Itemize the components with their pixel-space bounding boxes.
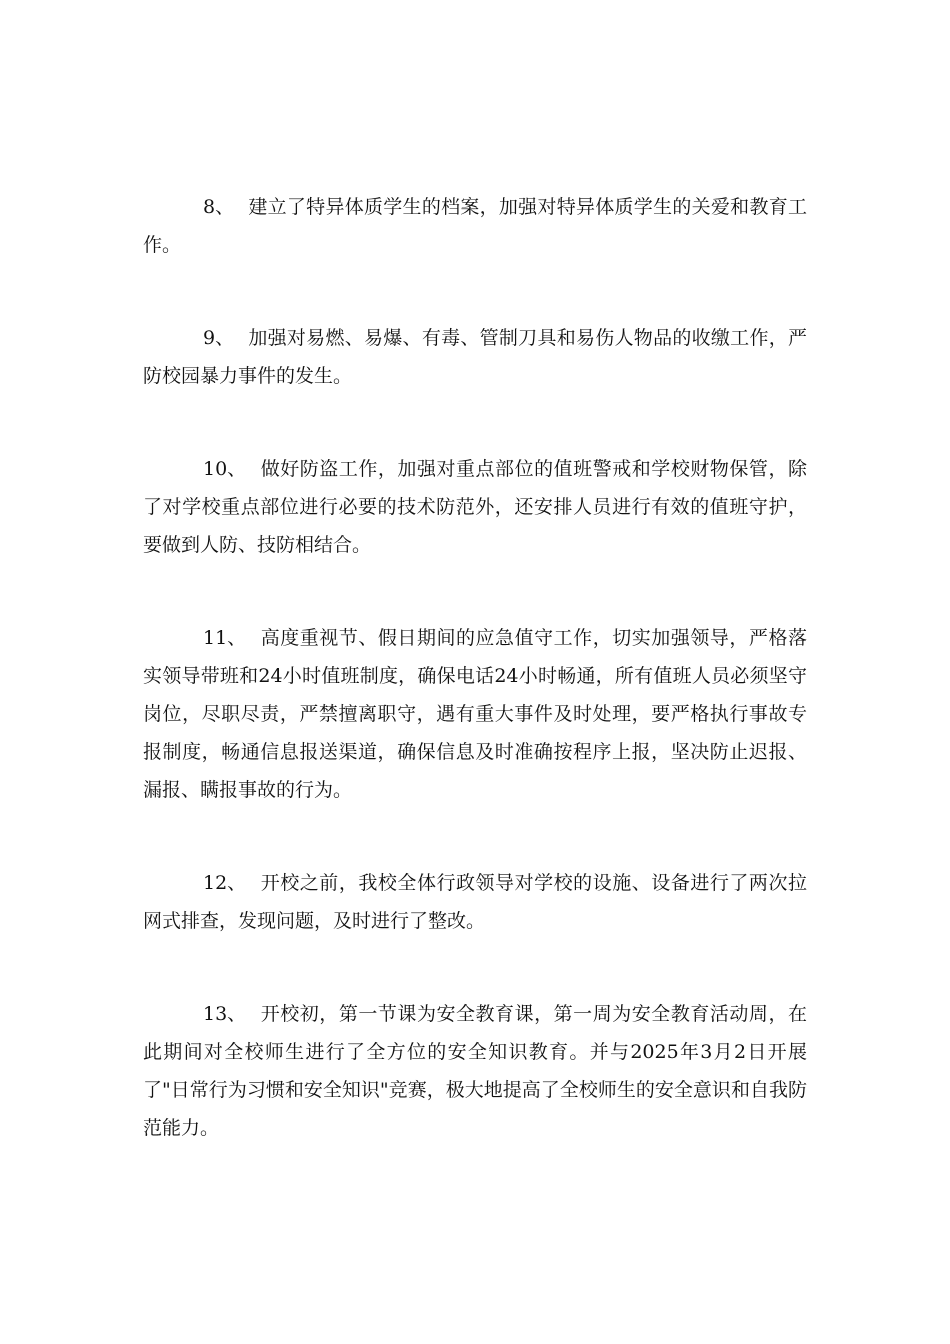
document-body bbox=[143, 188, 807, 1147]
list-item-13 bbox=[143, 995, 807, 1147]
item-number: 9、 bbox=[203, 327, 235, 349]
item-number: 11、 bbox=[203, 627, 247, 649]
item-text: 做好防盗工作，加强对重点部位的值班警戒和学校财物保管，除了对学校重点部位进行必要的技术防范外，还安排人员进行有效的值班守护，要做到人防、技防相结合。 bbox=[143, 458, 807, 556]
item-number: 10、 bbox=[203, 458, 247, 480]
list-item-8 bbox=[143, 188, 807, 264]
item-text: 开校初，第一节课为安全教育课，第一周为安全教育活动周，在此期间对全校师生进行了全方位的安全知识教育。并与2025年3月2日开展了"日常行为习惯和安全知识"竞赛，极大地提高了全校师生的安全意识和自我防范能力。 bbox=[143, 1003, 807, 1139]
item-number: 12、 bbox=[203, 872, 247, 894]
item-text: 加强对易燃、易爆、有毒、管制刀具和易伤人物品的收缴工作，严防校园暴力事件的发生。 bbox=[143, 327, 807, 387]
list-item-10 bbox=[143, 450, 807, 564]
list-item-12 bbox=[143, 864, 807, 940]
item-number: 13、 bbox=[203, 1003, 247, 1025]
list-item-11 bbox=[143, 619, 807, 809]
item-text: 建立了特异体质学生的档案，加强对特异体质学生的关爱和教育工作。 bbox=[143, 196, 807, 256]
item-text: 开校之前，我校全体行政领导对学校的设施、设备进行了两次拉网式排查，发现问题，及时进行了整改。 bbox=[143, 872, 807, 932]
list-item-9 bbox=[143, 319, 807, 395]
item-number: 8、 bbox=[203, 196, 235, 218]
item-text: 高度重视节、假日期间的应急值守工作，切实加强领导，严格落实领导带班和24小时值班制度，确保电话24小时畅通，所有值班人员必须坚守岗位，尽职尽责，严禁擅离职守，遇有重大事件及时处理，要严格执行事故专报制度，畅通信息报送渠道，确保信息及时准确按程序上报，坚决防止迟报、漏报、瞒报事故的行为。 bbox=[143, 627, 807, 801]
